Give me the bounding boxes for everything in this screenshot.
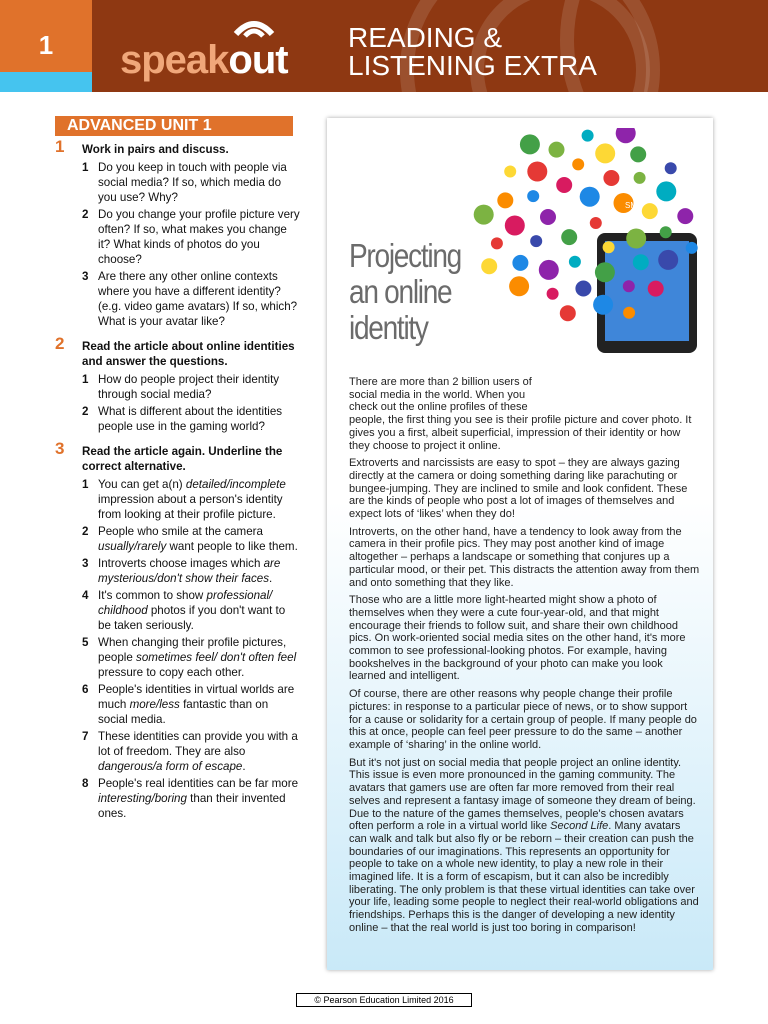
exercise-heading: Read the article about online identities and answer the questions. bbox=[82, 340, 295, 368]
social-icon bbox=[509, 276, 529, 296]
social-icon bbox=[630, 146, 646, 162]
social-icon bbox=[505, 216, 525, 236]
social-icon bbox=[561, 229, 577, 245]
question-item: 8 People's real identities can be far more interesting/boring than their invented ones. bbox=[82, 777, 299, 820]
social-icon bbox=[572, 158, 584, 170]
paragraph: Introverts, on the other hand, have a tendency to look away from the camera in their profile pics. They may post another kind of image altogether – perhaps a landscape or something that conjures up a particular mood, or their pet. This distracts the attention away from them and onto something that they like. bbox=[349, 525, 700, 589]
social-icon bbox=[527, 190, 539, 202]
question-item: 3 Introverts choose images which are mysterious/don't show their faces. bbox=[82, 557, 281, 585]
social-icon bbox=[530, 235, 542, 247]
exercise-heading: Read the article again. Underline the correct alternative. bbox=[82, 445, 283, 473]
copyright-footer: © Pearson Education Limited 2016 bbox=[296, 993, 472, 1007]
svg-text:SMS: SMS bbox=[625, 201, 643, 210]
question-item: 3 Are there any other online contexts where you have a different identity? (e.g. video game avatars) If so, which? What is your avatar like? bbox=[82, 270, 298, 328]
question-item: 4 It's common to show professional/ childhood photos if you don't want to be taken seriously. bbox=[82, 589, 286, 632]
signal-icon bbox=[232, 14, 276, 38]
article-card bbox=[327, 118, 713, 970]
question-item: 1 You can get a(n) detailed/incomplete impression about a person's identity from looking at their profile picture. bbox=[82, 478, 286, 521]
social-icon bbox=[527, 162, 547, 182]
exercise-number: 2 bbox=[55, 334, 65, 353]
exercise-2 bbox=[55, 334, 300, 434]
social-icon bbox=[590, 217, 602, 229]
social-icon bbox=[603, 170, 619, 186]
social-icon bbox=[623, 280, 635, 292]
social-icon bbox=[560, 305, 576, 321]
social-icon bbox=[497, 192, 513, 208]
social-icon bbox=[626, 229, 646, 249]
social-icon bbox=[491, 237, 503, 249]
exercises bbox=[55, 137, 300, 831]
paragraph: Extroverts and narcissists are easy to spot – they are always gazing directly at the camera or doing something daring like parachuting or bungee-jumping. They are inclined to smile and look confident. These are the kinds of people who post a lot of images of themselves and expect lots of ‘likes’ when they do! bbox=[349, 457, 688, 521]
exercise-number: 3 bbox=[55, 439, 65, 458]
exercise-1 bbox=[55, 137, 300, 329]
social-icon bbox=[540, 209, 556, 225]
social-icon bbox=[660, 226, 672, 238]
social-icon bbox=[665, 162, 677, 174]
social-icon bbox=[474, 205, 494, 225]
social-icon bbox=[634, 172, 646, 184]
social-icon bbox=[547, 288, 559, 300]
paragraph: But it's not just on social media that people project an online identity. This issue is even more pronounced in the gaming community. The avatars that gamers use are often far more removed from their real selves and represent a fantasy image of someone they dream of being. Due to the nature of the games themselves, people's chosen avatars often perform a role in a virtual world like Second Life. Many avatars can walk and talk but also fly or be reborn – their creation can push the boundaries of our imaginations. This represents an opportunity for people to take on a whole new identity, to play a new role in their imagined life. It is a form of escapism, but it can also be incredibly liberating. The only problem is that these virtual identities can take over your life, leading some people to neglect their real-world obligations and friendships. Perhaps this is the danger of developing a new identity online – that the real world is just too boring in comparison! bbox=[349, 756, 699, 934]
social-media-illustration bbox=[467, 128, 707, 368]
social-icon bbox=[575, 281, 591, 297]
social-icon bbox=[569, 256, 581, 268]
social-icon bbox=[539, 260, 559, 280]
paragraph: Of course, there are other reasons why people change their profile pictures: in response to a particular piece of news, or to show support for a cause or solidarity for a certain group of people. If many people do this at once, people can feel peer pressure to do the same – another example of ‘sharing’ in the online world. bbox=[349, 688, 697, 751]
header-banner bbox=[0, 0, 768, 92]
speakout-logo: speakout bbox=[120, 38, 288, 82]
question-item: 5 When changing their profile pictures, people sometimes feel/ don't often feel pressure to copy each other. bbox=[82, 636, 297, 679]
social-icon bbox=[504, 166, 516, 178]
social-icon bbox=[648, 281, 664, 297]
question-item: 7 These identities can provide you with a lot of freedom. They are also dangerous/a form of escape. bbox=[82, 730, 298, 773]
question-item: 1 Do you keep in touch with people via social media? If so, which media do you use? Why? bbox=[82, 161, 287, 204]
social-icon bbox=[656, 181, 676, 201]
social-icon bbox=[616, 128, 636, 143]
question-item: 2 People who smile at the camera usually/rarely want people to like them. bbox=[82, 525, 298, 553]
social-icon bbox=[595, 262, 615, 282]
header-title: READING & LISTENING EXTRA bbox=[348, 22, 597, 81]
social-icon bbox=[677, 208, 693, 224]
article-body bbox=[349, 376, 701, 940]
unit-number: 1 bbox=[38, 30, 54, 60]
social-icon bbox=[582, 130, 594, 142]
paragraph: Those who are a little more light-hearted might show a photo of themselves when they were a cute four-year-old, and that might encourage their friends to follow suit, and share their own childhood pics. On work-oriented social media sites on the other hand, it's more common to see professional-looking photos. For example, having bookshelves in the background of your photo can make you look learned and intelligent. bbox=[349, 594, 686, 683]
question-item: 2 Do you change your profile picture very often? If so, what makes you change it? What kinds of photos do you choose? bbox=[82, 208, 300, 266]
social-icon bbox=[549, 142, 565, 158]
social-icon bbox=[520, 134, 540, 154]
social-icon bbox=[623, 307, 635, 319]
social-icon bbox=[580, 187, 600, 207]
social-icon bbox=[512, 255, 528, 271]
exercise-3 bbox=[55, 439, 300, 821]
unit-tab-accent bbox=[0, 72, 92, 92]
social-icon bbox=[633, 254, 649, 270]
social-icon bbox=[556, 177, 572, 193]
article-title: Projecting an online identity bbox=[349, 237, 461, 346]
exercise-heading: Work in pairs and discuss. bbox=[82, 143, 229, 156]
social-icon bbox=[593, 295, 613, 315]
paragraph: There are more than 2 billion users of social media in the world. When you check out the online profiles of these people, the first thing you see is their profile picture and cover photo. It gives you a first, albeit superficial, impression of their identity or how they choose to project it online. bbox=[349, 376, 692, 452]
social-icon bbox=[481, 258, 497, 274]
exercise-number: 1 bbox=[55, 137, 65, 156]
social-icon bbox=[603, 241, 615, 253]
question-item: 6 People's identities in virtual worlds are much more/less fantastic than on social media. bbox=[82, 683, 295, 726]
question-item: 2 What is different about the identities people use in the gaming world? bbox=[82, 405, 283, 433]
social-icon bbox=[642, 203, 658, 219]
social-icon bbox=[686, 242, 698, 254]
unit-label: ADVANCED UNIT 1 bbox=[55, 116, 293, 136]
social-icon bbox=[658, 250, 678, 270]
question-item: 1 How do people project their identity through social media? bbox=[82, 373, 280, 401]
social-icon bbox=[595, 143, 615, 163]
